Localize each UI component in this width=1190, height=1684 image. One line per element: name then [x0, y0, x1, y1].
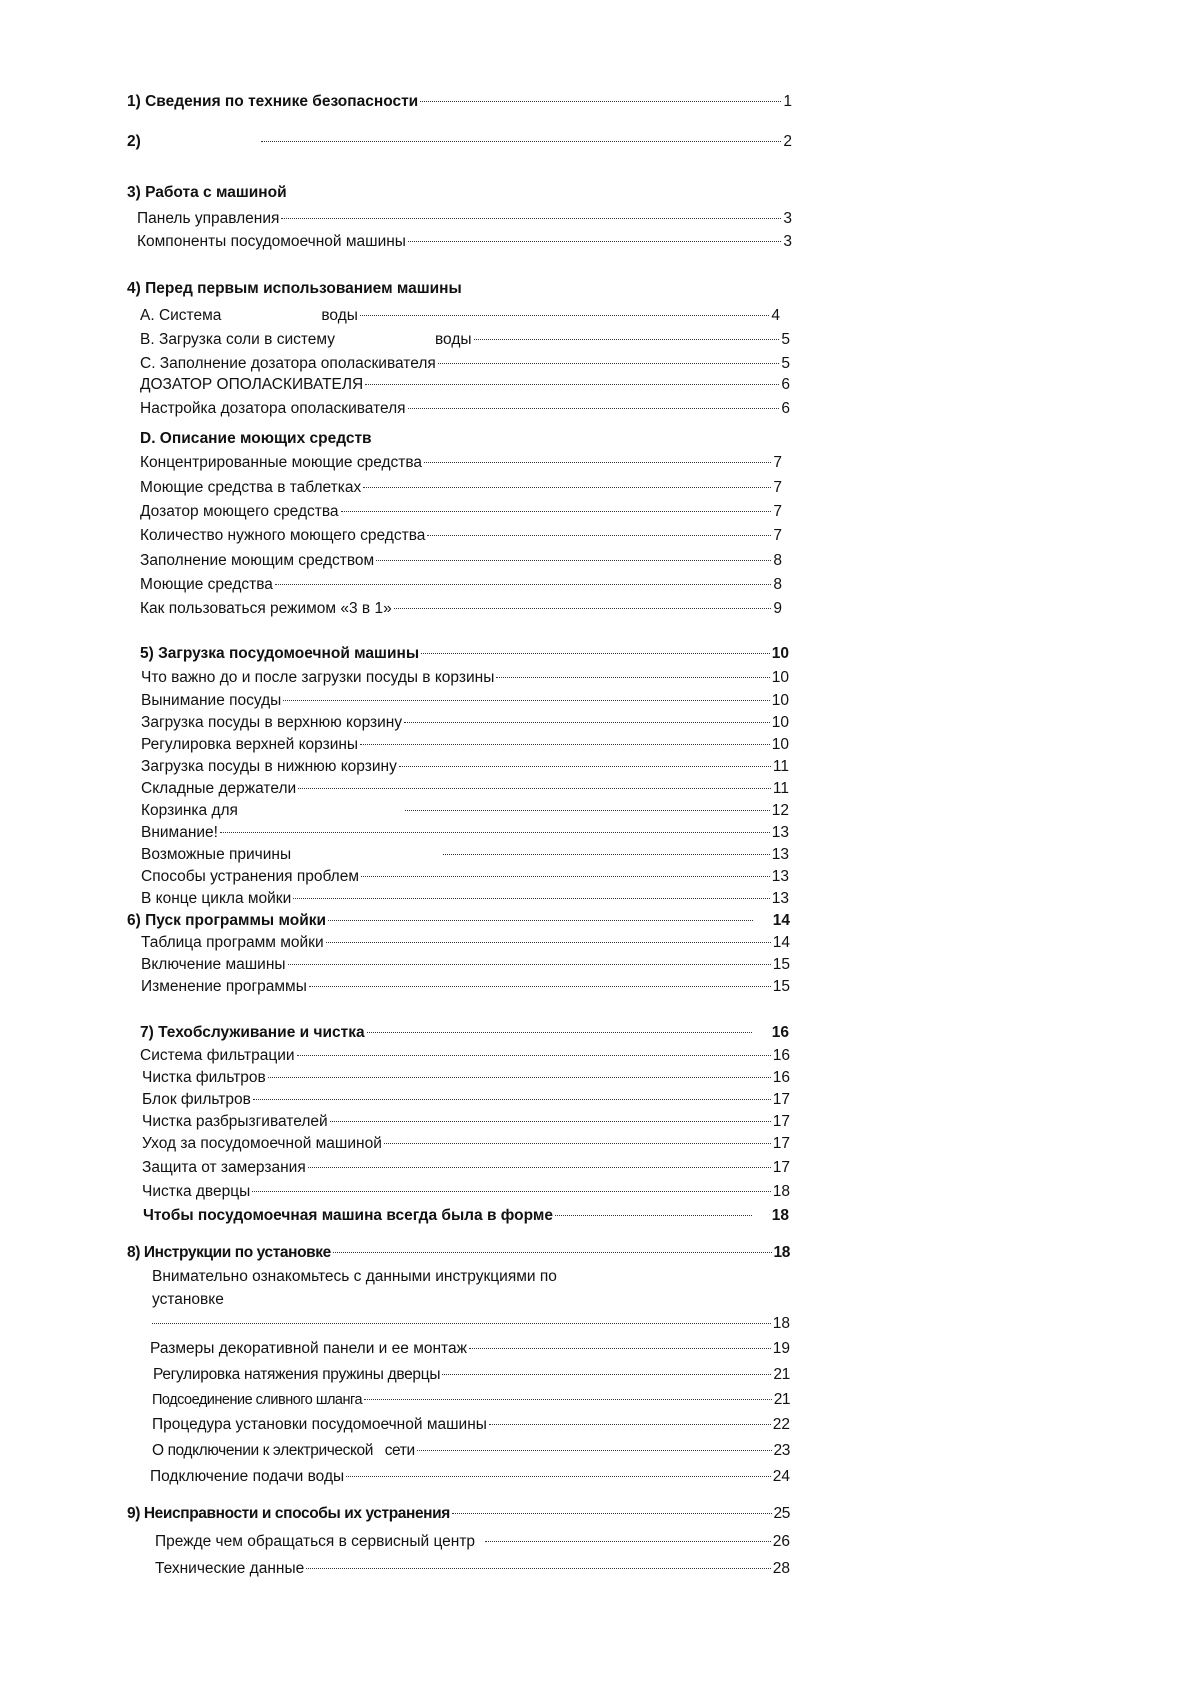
leader-dots	[408, 408, 780, 409]
toc-entry-4-a	[140, 305, 780, 327]
leader-dots	[330, 1121, 771, 1122]
toc-entry-5-8	[141, 822, 789, 844]
toc-title: Количество нужного моющего средства	[140, 527, 426, 544]
toc-entry-5-5	[141, 756, 789, 778]
toc-entry-8-2	[153, 1364, 790, 1386]
toc-page: 11	[772, 758, 789, 775]
toc-title: Технические данные	[155, 1560, 305, 1577]
toc-entry-5-11	[141, 888, 789, 910]
leader-dots	[365, 384, 779, 385]
toc-entry-5-2	[141, 690, 789, 712]
section-heading-3: 3) Работа с машиной	[127, 184, 287, 201]
toc-title: В конце цикла мойки	[141, 890, 292, 907]
toc-page: 6	[781, 376, 790, 393]
toc-entry-7-5	[142, 1133, 790, 1155]
toc-entry-4-d4	[140, 525, 782, 547]
toc-entry-6	[127, 910, 790, 932]
toc-page: 23	[773, 1442, 790, 1459]
leader-dots	[442, 1374, 771, 1375]
leader-dots	[275, 584, 771, 585]
toc-page: 18	[772, 1315, 790, 1332]
toc-page: 17	[772, 1113, 790, 1130]
install-note-line-2: установке	[152, 1291, 224, 1308]
toc-title: Концентрированные моющие средства	[140, 454, 423, 471]
leader-dots	[399, 766, 771, 767]
toc-entry-4-d5	[140, 550, 782, 572]
section-heading-4: 4) Перед первым использованием машины	[127, 280, 462, 297]
leader-dots	[306, 1568, 771, 1569]
toc-page: 17	[772, 1135, 790, 1152]
toc-entry-4-c	[140, 353, 790, 375]
toc-entry-9-1	[155, 1531, 790, 1553]
toc-page: 13	[771, 846, 789, 863]
toc-page: 5	[781, 331, 790, 348]
toc-page: 18	[771, 1207, 789, 1224]
toc-title: Регулировка верхней корзины	[141, 736, 359, 753]
leader-dots	[367, 1032, 752, 1033]
toc-title: 6) Пуск программы мойки	[127, 912, 327, 929]
toc-page: 24	[772, 1468, 790, 1485]
leader-dots	[293, 898, 770, 899]
toc-page: 1	[783, 93, 792, 110]
toc-title: A. Система	[140, 307, 222, 324]
toc-page: 16	[772, 1069, 790, 1086]
leader-dots	[438, 363, 780, 364]
toc-entry-8-note	[152, 1313, 790, 1335]
toc-entry-4-d1	[140, 452, 782, 474]
toc-page: 21	[773, 1366, 790, 1383]
toc-page: 17	[772, 1159, 790, 1176]
toc-title: Загрузка посуды в нижнюю корзину	[141, 758, 397, 775]
toc-entry-2	[127, 131, 792, 153]
toc-page: 7	[773, 527, 782, 544]
toc-title: Подсоединение сливного шланга	[152, 1392, 363, 1408]
leader-dots	[496, 677, 769, 678]
leader-dots	[309, 986, 771, 987]
leader-dots	[408, 241, 781, 242]
leader-dots	[469, 1348, 771, 1349]
leader-dots	[261, 141, 782, 142]
toc-entry-5-7	[141, 800, 789, 822]
toc-title: Что важно до и после загрузки посуды в корзины	[141, 669, 495, 686]
leader-dots	[485, 1541, 771, 1542]
leader-dots	[376, 560, 771, 561]
toc-title-part: воды	[434, 331, 472, 348]
leader-dots	[384, 1143, 771, 1144]
leader-dots	[252, 1191, 770, 1192]
toc-page: 3	[783, 233, 792, 250]
leader-dots	[394, 608, 772, 609]
toc-title: Заполнение моющим средством	[140, 552, 375, 569]
toc-entry-7-6	[142, 1157, 790, 1179]
toc-title: Таблица программ мойки	[141, 934, 324, 951]
toc-title: Изменение программы	[141, 978, 307, 995]
toc-entry-3-1	[137, 208, 792, 230]
toc-page: 18	[772, 1183, 790, 1200]
toc-page: 10	[771, 692, 789, 709]
toc-title: ДОЗАТОР ОПОЛАСКИВАТЕЛЯ	[140, 376, 364, 393]
toc-page: 21	[773, 1391, 790, 1408]
toc-title: Включение машины	[141, 956, 286, 973]
leader-dots	[427, 535, 771, 536]
toc-title: 8) Инструкции по установке	[127, 1244, 331, 1261]
leader-dots	[420, 101, 781, 102]
toc-title: 7) Техобслуживание и чистка	[140, 1024, 365, 1041]
leader-dots	[297, 1055, 771, 1056]
toc-page: 12	[771, 802, 789, 819]
toc-page: 8	[773, 576, 782, 593]
toc-entry-5-4	[141, 734, 789, 756]
toc-page: 10	[771, 714, 789, 731]
leader-dots	[220, 832, 770, 833]
leader-dots	[474, 339, 780, 340]
toc-title: Чтобы посудомоечная машина всегда была в форме	[143, 1207, 553, 1224]
toc-title-part: воды	[321, 307, 358, 324]
leader-dots	[443, 854, 770, 855]
toc-entry-7-3	[142, 1089, 790, 1111]
toc-entry-5-1	[141, 667, 789, 689]
toc-title: Дозатор моющего средства	[140, 503, 339, 520]
toc-entry-6-2	[141, 954, 790, 976]
toc-entry-6-1	[141, 932, 790, 954]
toc-title: Возможные причины	[141, 846, 292, 863]
toc-entry-5	[140, 643, 789, 665]
toc-entry-5-10	[141, 866, 789, 888]
toc-page: 9	[773, 600, 782, 617]
toc-entry-9	[127, 1503, 790, 1525]
leader-dots	[152, 1323, 771, 1324]
toc-entry-4-b	[140, 329, 790, 351]
toc-entry-8-6	[150, 1466, 790, 1488]
toc-entry-5-9	[141, 844, 789, 866]
toc-title: Способы устранения проблем	[141, 868, 359, 885]
toc-entry-8	[127, 1242, 790, 1264]
leader-dots	[326, 942, 771, 943]
toc-entry-8-1	[150, 1338, 790, 1360]
leader-dots	[281, 218, 781, 219]
leader-dots	[364, 1399, 772, 1400]
toc-entry-7-2	[142, 1067, 790, 1089]
leader-dots	[346, 1476, 771, 1477]
toc-entry-8-5	[152, 1440, 790, 1462]
toc-page: 11	[772, 780, 789, 797]
leader-dots	[417, 1450, 772, 1451]
leader-dots	[361, 876, 770, 877]
toc-title: 2)	[127, 133, 141, 150]
toc-page: 13	[771, 890, 789, 907]
leader-dots	[404, 722, 770, 723]
toc-page: 16	[771, 1024, 789, 1041]
install-note-line-1: Внимательно ознакомьтесь с данными инструкциями по	[152, 1268, 557, 1285]
toc-title: Внимание!	[141, 824, 218, 841]
toc-title: Вынимание посуды	[141, 692, 282, 709]
toc-page: 15	[772, 978, 790, 995]
toc-title: Регулировка натяжения пружины дверцы	[153, 1366, 441, 1383]
toc-page: 19	[772, 1340, 790, 1357]
leader-dots	[360, 744, 770, 745]
toc-title: Подключение подачи воды	[150, 1468, 345, 1485]
toc-title: Загрузка посуды в верхнюю корзину	[141, 714, 403, 731]
toc-title: Система фильтрации	[140, 1047, 295, 1064]
toc-entry-4-c2	[140, 398, 790, 420]
toc-page: 17	[772, 1091, 790, 1108]
toc-title: Настройка дозатора ополаскивателя	[140, 400, 406, 417]
toc-title: Складные держатели	[141, 780, 297, 797]
toc-page: 10	[771, 736, 789, 753]
toc-entry-4-d7	[140, 598, 782, 620]
toc-title: Блок фильтров	[142, 1091, 251, 1108]
toc-entry-7-1	[140, 1045, 790, 1067]
toc-page: 14	[772, 912, 790, 929]
toc-page: 2	[783, 133, 792, 150]
toc-entry-5-3	[141, 712, 789, 734]
toc-title: О подключении к электрической сети	[152, 1442, 415, 1459]
toc-title: Защита от замерзания	[142, 1159, 306, 1176]
toc-title: B. Загрузка соли в систему	[140, 331, 335, 348]
leader-dots	[333, 1252, 772, 1253]
toc-entry-7-7	[142, 1181, 790, 1203]
leader-dots	[452, 1513, 772, 1514]
toc-entry-8-3	[152, 1389, 790, 1411]
toc-page: 7	[773, 503, 782, 520]
toc-title: Моющие средства в таблетках	[140, 479, 362, 496]
toc-page: 5	[781, 355, 790, 372]
toc-entry-4-d2	[140, 477, 782, 499]
toc-entry-4-d3	[140, 501, 782, 523]
toc-title: 5) Загрузка посудомоечной машины	[140, 645, 420, 662]
toc-entry-5-6	[141, 778, 789, 800]
toc-page: 10	[771, 669, 789, 686]
toc-title: C. Заполнение дозатора ополаскивателя	[140, 355, 436, 372]
leader-dots	[328, 920, 753, 921]
toc-page: 10	[771, 645, 789, 662]
toc-entry-4-c1	[140, 374, 790, 396]
toc-title: Прежде чем обращаться в сервисный центр	[155, 1533, 476, 1550]
leader-dots	[298, 788, 771, 789]
toc-page: 7	[773, 454, 782, 471]
toc-entry-7	[140, 1022, 789, 1044]
toc-entry-9-2	[155, 1558, 790, 1580]
toc-title: 1) Сведения по технике безопасности	[127, 93, 419, 110]
leader-dots	[283, 700, 769, 701]
subsection-heading-4d: D. Описание моющих средств	[140, 430, 372, 447]
leader-dots	[360, 315, 769, 316]
toc-page: 13	[771, 868, 789, 885]
toc-title: Чистка фильтров	[142, 1069, 266, 1086]
toc-title: Чистка разбрызгивателей	[142, 1113, 328, 1130]
toc-title: Компоненты посудомоечной машины	[137, 233, 406, 250]
toc-entry-8-4	[152, 1414, 790, 1436]
toc-entry-7-8	[143, 1205, 789, 1227]
toc-page: 4	[771, 307, 780, 324]
toc-title: Моющие средства	[140, 576, 273, 593]
toc-page: 22	[772, 1416, 790, 1433]
toc-page: 25	[773, 1505, 790, 1522]
toc-title: 9) Неисправности и способы их устранения	[127, 1505, 450, 1522]
toc-page: 6	[781, 400, 790, 417]
toc-title: Чистка дверцы	[142, 1183, 251, 1200]
toc-entry-1	[127, 91, 792, 113]
toc-page: 15	[772, 956, 790, 973]
toc-page: 3	[783, 210, 792, 227]
toc-entry-7-4	[142, 1111, 790, 1133]
toc-page: 18	[773, 1244, 790, 1261]
toc-page: 16	[772, 1047, 790, 1064]
toc-title: Как пользоваться режимом «3 в 1»	[140, 600, 392, 617]
toc-page: 14	[772, 934, 790, 951]
leader-dots	[363, 487, 771, 488]
toc-page: 28	[772, 1560, 790, 1577]
leader-dots	[308, 1167, 771, 1168]
leader-dots	[268, 1077, 771, 1078]
toc-page: 13	[771, 824, 789, 841]
toc-title: Панель управления	[137, 210, 280, 227]
toc-title: Корзинка для	[141, 802, 238, 819]
leader-dots	[421, 653, 770, 654]
toc-entry-4-d6	[140, 574, 782, 596]
toc-title: Процедура установки посудомоечной машины	[152, 1416, 487, 1433]
leader-dots	[341, 511, 772, 512]
leader-dots	[489, 1424, 771, 1425]
leader-dots	[555, 1215, 752, 1216]
toc-title: Уход за посудомоечной машиной	[142, 1135, 382, 1152]
leader-dots	[405, 810, 770, 811]
toc-entry-6-3	[141, 976, 790, 998]
leader-dots	[288, 964, 771, 965]
toc-page: 8	[773, 552, 782, 569]
leader-dots	[253, 1099, 771, 1100]
leader-dots	[424, 462, 771, 463]
toc-page: 7	[773, 479, 782, 496]
toc-entry-3-2	[137, 231, 792, 253]
toc-title: Размеры декоративной панели и ее монтаж	[150, 1340, 467, 1357]
toc-page: 26	[772, 1533, 790, 1550]
